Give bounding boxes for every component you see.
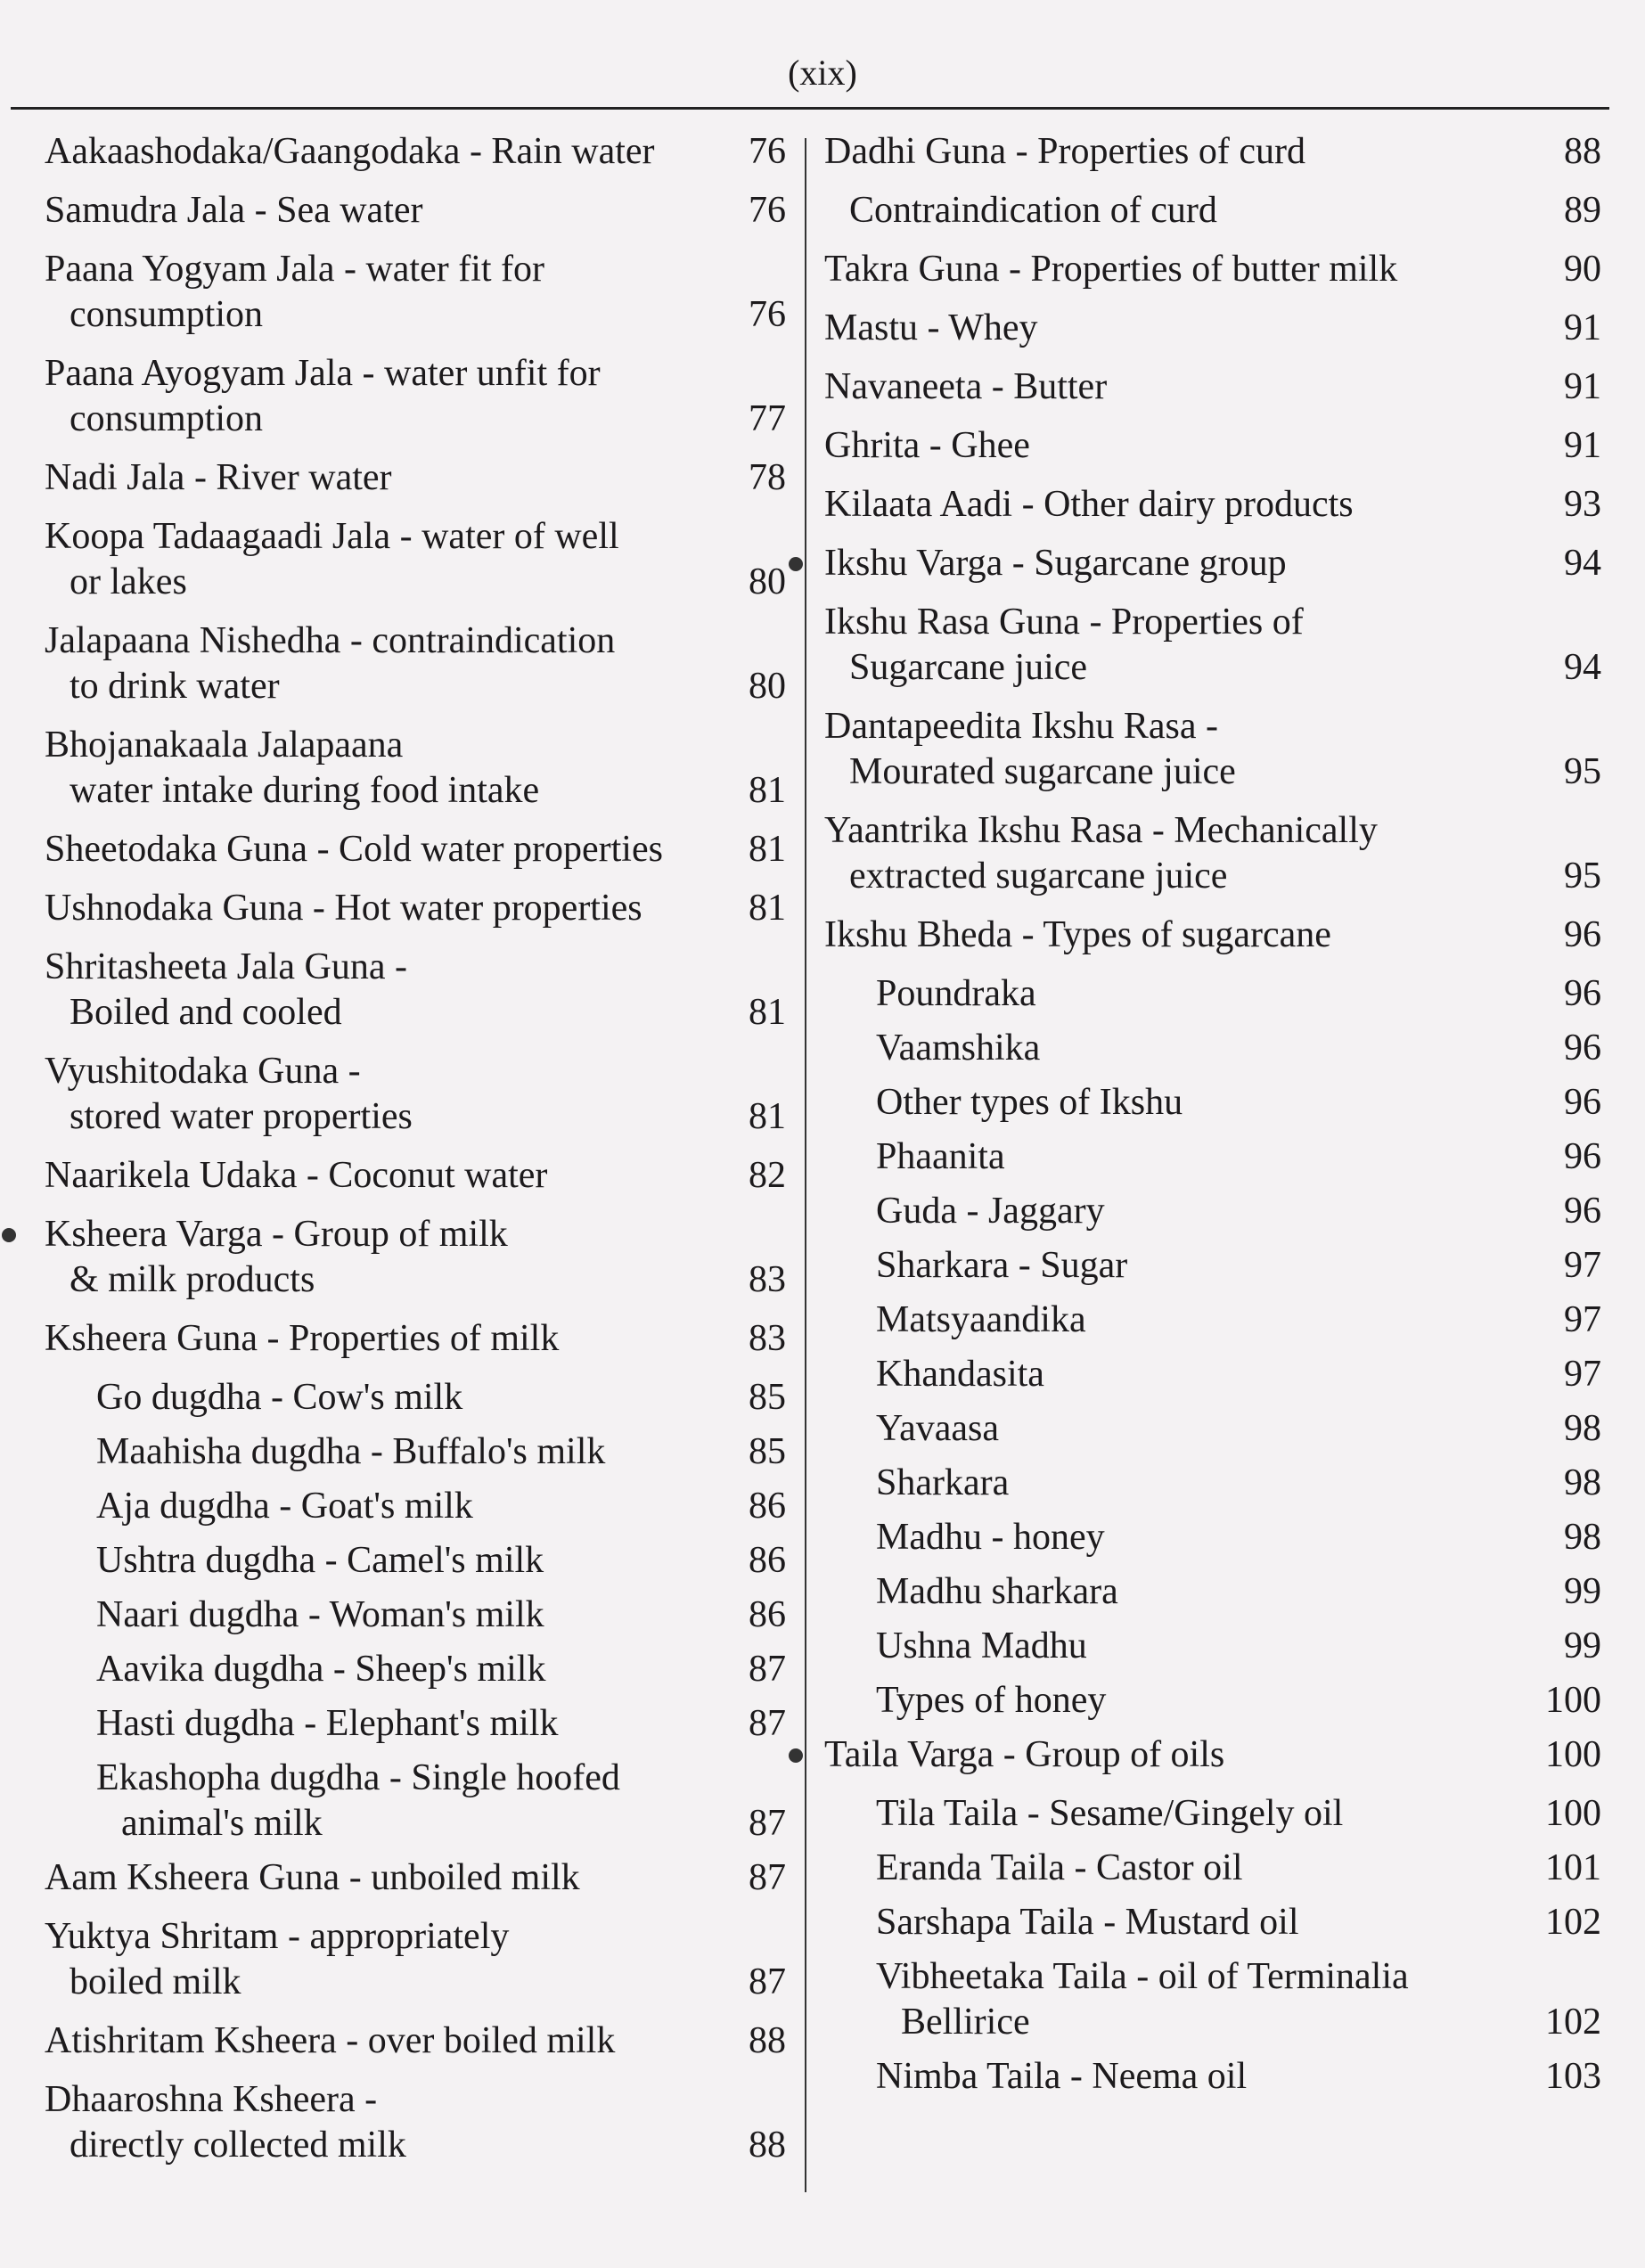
toc-page-number: 85 xyxy=(749,1377,786,1418)
toc-entry xyxy=(824,1243,1601,1289)
toc-page-number: 97 xyxy=(1564,1245,1601,1286)
toc-entry xyxy=(45,247,786,338)
toc-page-number: 89 xyxy=(1564,190,1601,231)
toc-entry xyxy=(824,1624,1601,1669)
toc-page-number: 83 xyxy=(749,1259,786,1300)
toc-entry-title: Go dugdha - Cow's milk xyxy=(96,1377,463,1418)
toc-entry xyxy=(824,1134,1601,1180)
toc-entry xyxy=(824,306,1601,351)
toc-page-number: 80 xyxy=(749,666,786,707)
toc-entry xyxy=(824,1678,1601,1724)
toc-page-number: 87 xyxy=(749,1803,786,1844)
toc-entry-title: Kilaata Aadi - Other dairy products xyxy=(824,484,1354,525)
toc-entry-continuation: consumption xyxy=(70,398,263,439)
toc-entry-title: Ushtra dugdha - Camel's milk xyxy=(96,1540,544,1581)
toc-entry xyxy=(45,618,786,709)
toc-entry xyxy=(45,1647,786,1692)
toc-entry xyxy=(824,1352,1601,1397)
toc-entry xyxy=(45,1049,786,1140)
toc-page-number: 80 xyxy=(749,561,786,602)
toc-entry xyxy=(45,1153,786,1199)
toc-entry-title: Samudra Jala - Sea water xyxy=(45,190,423,231)
toc-entry xyxy=(45,945,786,1036)
toc-page-number: 103 xyxy=(1545,2056,1601,2097)
toc-entry xyxy=(45,2018,786,2064)
toc-entry-title: Other types of Ikshu xyxy=(876,1082,1183,1123)
toc-page-number: 102 xyxy=(1545,1902,1601,1943)
toc-entry xyxy=(824,1406,1601,1452)
toc-entry xyxy=(45,723,786,814)
toc-entry-title: Takra Guna - Properties of butter milk xyxy=(824,249,1398,290)
toc-entry-title: Sharkara - Sugar xyxy=(876,1245,1128,1286)
toc-entry-title: Ushna Madhu xyxy=(876,1625,1087,1666)
toc-page-number: 97 xyxy=(1564,1354,1601,1395)
toc-entry xyxy=(824,482,1601,528)
toc-entry xyxy=(45,1429,786,1475)
toc-entry xyxy=(45,129,786,175)
toc-entry xyxy=(824,808,1601,899)
toc-entry-title: Hasti dugdha - Elephant's milk xyxy=(96,1703,559,1744)
toc-entry xyxy=(824,913,1601,958)
toc-entry xyxy=(824,1569,1601,1615)
toc-entry xyxy=(824,247,1601,292)
toc-page-number: 95 xyxy=(1564,856,1601,897)
toc-entry-title: Naarikela Udaka - Coconut water xyxy=(45,1155,548,1196)
toc-entry xyxy=(45,2077,786,2168)
toc-page-number: 81 xyxy=(749,1096,786,1137)
toc-entry-title: Dantapeedita Ikshu Rasa - xyxy=(824,706,1219,747)
toc-page-number: 88 xyxy=(749,2125,786,2166)
toc-page-number: 96 xyxy=(1564,914,1601,955)
toc-entry xyxy=(824,364,1601,410)
toc-entry-title: Khandasita xyxy=(876,1354,1044,1395)
toc-entry-continuation: water intake during food intake xyxy=(70,770,540,811)
toc-entry-continuation: Sugarcane juice xyxy=(849,647,1088,688)
toc-entry xyxy=(45,827,786,872)
toc-page-number: 88 xyxy=(749,2020,786,2061)
toc-entry-title: Ikshu Rasa Guna - Properties of xyxy=(824,602,1304,643)
toc-entry xyxy=(824,704,1601,795)
toc-entry-title: Aavika dugdha - Sheep's milk xyxy=(96,1649,546,1690)
toc-page-number: 81 xyxy=(749,888,786,929)
toc-page-number: 93 xyxy=(1564,484,1601,525)
toc-entry-title: Poundraka xyxy=(876,973,1036,1014)
toc-entry-title: Madhu sharkara xyxy=(876,1571,1118,1612)
toc-page-number: 102 xyxy=(1545,2002,1601,2043)
toc-entry-title: Tila Taila - Sesame/Gingely oil xyxy=(876,1793,1344,1834)
toc-entry-title: Matsyaandika xyxy=(876,1299,1086,1340)
toc-entry-title: Atishritam Ksheera - over boiled milk xyxy=(45,2020,616,2061)
toc-entry xyxy=(824,2054,1601,2100)
toc-entry xyxy=(45,514,786,605)
toc-page-number: 94 xyxy=(1564,543,1601,584)
toc-left-column xyxy=(45,129,786,2182)
toc-entry-title: Nadi Jala - River water xyxy=(45,457,392,498)
toc-entry xyxy=(45,1701,786,1747)
toc-entry-title: Yavaasa xyxy=(876,1408,1000,1449)
toc-entry-title: Sharkara xyxy=(876,1462,1010,1503)
toc-page-number: 101 xyxy=(1545,1847,1601,1888)
toc-entry xyxy=(45,455,786,501)
toc-page-number: 81 xyxy=(749,770,786,811)
toc-entry xyxy=(824,188,1601,233)
toc-entry xyxy=(45,188,786,233)
toc-entry-title: Dadhi Guna - Properties of curd xyxy=(824,131,1306,172)
toc-entry xyxy=(824,1189,1601,1234)
toc-entry xyxy=(824,1026,1601,1071)
toc-entry-title: Ghrita - Ghee xyxy=(824,425,1030,466)
toc-entry xyxy=(45,351,786,442)
toc-page-number: 81 xyxy=(749,829,786,870)
toc-entry xyxy=(824,423,1601,469)
section-bullet-icon xyxy=(789,557,803,571)
toc-entry xyxy=(45,1484,786,1529)
toc-page-number: 86 xyxy=(749,1486,786,1527)
toc-entry-title: Ushnodaka Guna - Hot water properties xyxy=(45,888,642,929)
toc-entry-title: Dhaaroshna Ksheera - xyxy=(45,2079,378,2120)
toc-entry-title: Aam Ksheera Guna - unboiled milk xyxy=(45,1857,580,1898)
toc-entry-title: Ksheera Varga - Group of milk xyxy=(45,1214,508,1255)
toc-page-number: 98 xyxy=(1564,1517,1601,1558)
toc-entry-title: Nimba Taila - Neema oil xyxy=(876,2056,1248,2097)
toc-entry xyxy=(45,1375,786,1421)
toc-page-number: 100 xyxy=(1545,1680,1601,1721)
toc-page-number: 87 xyxy=(749,1703,786,1744)
toc-entry-continuation: Mourated sugarcane juice xyxy=(849,751,1236,792)
toc-entry-continuation: Bellirice xyxy=(901,2002,1030,2043)
toc-entry xyxy=(824,541,1601,586)
toc-entry-title: Yaantrika Ikshu Rasa - Mechanically xyxy=(824,810,1378,851)
toc-entry xyxy=(45,1914,786,2005)
toc-page-number: 91 xyxy=(1564,425,1601,466)
toc-entry xyxy=(824,1080,1601,1126)
toc-page-number: 86 xyxy=(749,1540,786,1581)
toc-page-number: 96 xyxy=(1564,1082,1601,1123)
toc-entry-title: Ksheera Guna - Properties of milk xyxy=(45,1318,560,1359)
toc-page-number: 76 xyxy=(749,190,786,231)
toc-page-number: 87 xyxy=(749,1649,786,1690)
toc-page-number: 90 xyxy=(1564,249,1601,290)
toc-entry-title: Shritasheeta Jala Guna - xyxy=(45,946,408,987)
toc-page-number: 96 xyxy=(1564,973,1601,1014)
toc-page-number: 78 xyxy=(749,457,786,498)
toc-entry-title: Aja dugdha - Goat's milk xyxy=(96,1486,473,1527)
toc-entry xyxy=(45,1212,786,1303)
toc-entry xyxy=(824,129,1601,175)
toc-entry xyxy=(45,1756,786,1846)
toc-page-number: 94 xyxy=(1564,647,1601,688)
toc-entry xyxy=(824,1846,1601,1891)
toc-entry xyxy=(824,600,1601,691)
toc-entry xyxy=(45,886,786,931)
toc-entry xyxy=(824,1515,1601,1560)
toc-entry xyxy=(824,971,1601,1017)
toc-entry-title: Guda - Jaggary xyxy=(876,1191,1105,1232)
toc-page-number: 76 xyxy=(749,131,786,172)
toc-entry-title: Vyushitodaka Guna - xyxy=(45,1051,361,1092)
toc-entry-title: Koopa Tadaagaadi Jala - water of well xyxy=(45,516,619,557)
toc-page-number: 99 xyxy=(1564,1625,1601,1666)
toc-entry-title: Yuktya Shritam - appropriately xyxy=(45,1916,510,1957)
toc-entry-title: Naari dugdha - Woman's milk xyxy=(96,1594,544,1635)
toc-entry xyxy=(45,1593,786,1638)
toc-entry-title: Sheetodaka Guna - Cold water properties xyxy=(45,829,663,870)
toc-entry xyxy=(824,1791,1601,1837)
toc-page-number: 95 xyxy=(1564,751,1601,792)
toc-entry-title: Sarshapa Taila - Mustard oil xyxy=(876,1902,1299,1943)
toc-entry-title: Paana Yogyam Jala - water fit for xyxy=(45,249,545,290)
toc-entry-title: Types of honey xyxy=(876,1680,1107,1721)
toc-page-number: 88 xyxy=(1564,131,1601,172)
toc-page-number: 91 xyxy=(1564,366,1601,407)
toc-page-number: 91 xyxy=(1564,307,1601,348)
toc-entry xyxy=(45,1316,786,1362)
toc-entry-title: Vaamshika xyxy=(876,1028,1041,1068)
toc-page-number: 100 xyxy=(1545,1793,1601,1834)
toc-page-number: 76 xyxy=(749,294,786,335)
toc-page-number: 98 xyxy=(1564,1408,1601,1449)
toc-entry-title: Contraindication of curd xyxy=(849,190,1217,231)
toc-entry-title: Navaneeta - Butter xyxy=(824,366,1108,407)
toc-entry xyxy=(824,1900,1601,1945)
toc-page-number: 81 xyxy=(749,992,786,1033)
toc-right-column xyxy=(824,129,1601,2108)
toc-entry-title: Vibheetaka Taila - oil of Terminalia xyxy=(876,1956,1409,1997)
toc-entry-title: Ikshu Varga - Sugarcane group xyxy=(824,543,1287,584)
toc-page-number: 82 xyxy=(749,1155,786,1196)
toc-page-number: 100 xyxy=(1545,1734,1601,1775)
toc-entry xyxy=(824,1732,1601,1778)
toc-page-number: 85 xyxy=(749,1431,786,1472)
toc-entry-title: Ikshu Bheda - Types of sugarcane xyxy=(824,914,1331,955)
toc-entry-title: Madhu - honey xyxy=(876,1517,1105,1558)
section-bullet-icon xyxy=(2,1228,16,1242)
toc-entry-continuation: to drink water xyxy=(70,666,280,707)
toc-page-number: 87 xyxy=(749,1961,786,2002)
toc-entry xyxy=(824,1461,1601,1506)
toc-entry xyxy=(824,1954,1601,2045)
toc-entry-title: Bhojanakaala Jalapaana xyxy=(45,725,404,766)
toc-entry-continuation: extracted sugarcane juice xyxy=(849,856,1228,897)
toc-entry-continuation: boiled milk xyxy=(70,1961,241,2002)
toc-entry-title: Jalapaana Nishedha - contraindication xyxy=(45,620,616,661)
toc-entry xyxy=(45,1538,786,1584)
toc-entry-continuation: animal's milk xyxy=(121,1803,323,1844)
toc-entry-title: Mastu - Whey xyxy=(824,307,1038,348)
toc-entry-title: Taila Varga - Group of oils xyxy=(824,1734,1225,1775)
toc-page-number: 99 xyxy=(1564,1571,1601,1612)
toc-entry-title: Ekashopha dugdha - Single hoofed xyxy=(96,1757,620,1798)
toc-entry-continuation: directly collected milk xyxy=(70,2125,406,2166)
toc-page-number: 96 xyxy=(1564,1191,1601,1232)
toc-page-number: 86 xyxy=(749,1594,786,1635)
toc-entry-continuation: & milk products xyxy=(70,1259,315,1300)
toc-page-number: 83 xyxy=(749,1318,786,1359)
header-rule xyxy=(11,107,1609,110)
toc-entry xyxy=(824,1298,1601,1343)
toc-entry-continuation: consumption xyxy=(70,294,263,335)
toc-entry-continuation: stored water properties xyxy=(70,1096,413,1137)
toc-entry-continuation: Boiled and cooled xyxy=(70,992,342,1033)
toc-page-number: 87 xyxy=(749,1857,786,1898)
section-bullet-icon xyxy=(789,1748,803,1763)
toc-entry-title: Phaanita xyxy=(876,1136,1005,1177)
toc-page-number: 97 xyxy=(1564,1299,1601,1340)
column-divider xyxy=(805,138,806,2192)
toc-entry-title: Eranda Taila - Castor oil xyxy=(876,1847,1243,1888)
toc-entry xyxy=(45,1855,786,1901)
toc-entry-continuation: or lakes xyxy=(70,561,187,602)
toc-entry-title: Aakaashodaka/Gaangodaka - Rain water xyxy=(45,131,655,172)
toc-page-number: 98 xyxy=(1564,1462,1601,1503)
toc-page-number: 96 xyxy=(1564,1136,1601,1177)
toc-page-number: 96 xyxy=(1564,1028,1601,1068)
toc-entry-title: Paana Ayogyam Jala - water unfit for xyxy=(45,353,601,394)
page-number: (xix) xyxy=(788,53,857,93)
toc-page-number: 77 xyxy=(749,398,786,439)
toc-entry-title: Maahisha dugdha - Buffalo's milk xyxy=(96,1431,606,1472)
